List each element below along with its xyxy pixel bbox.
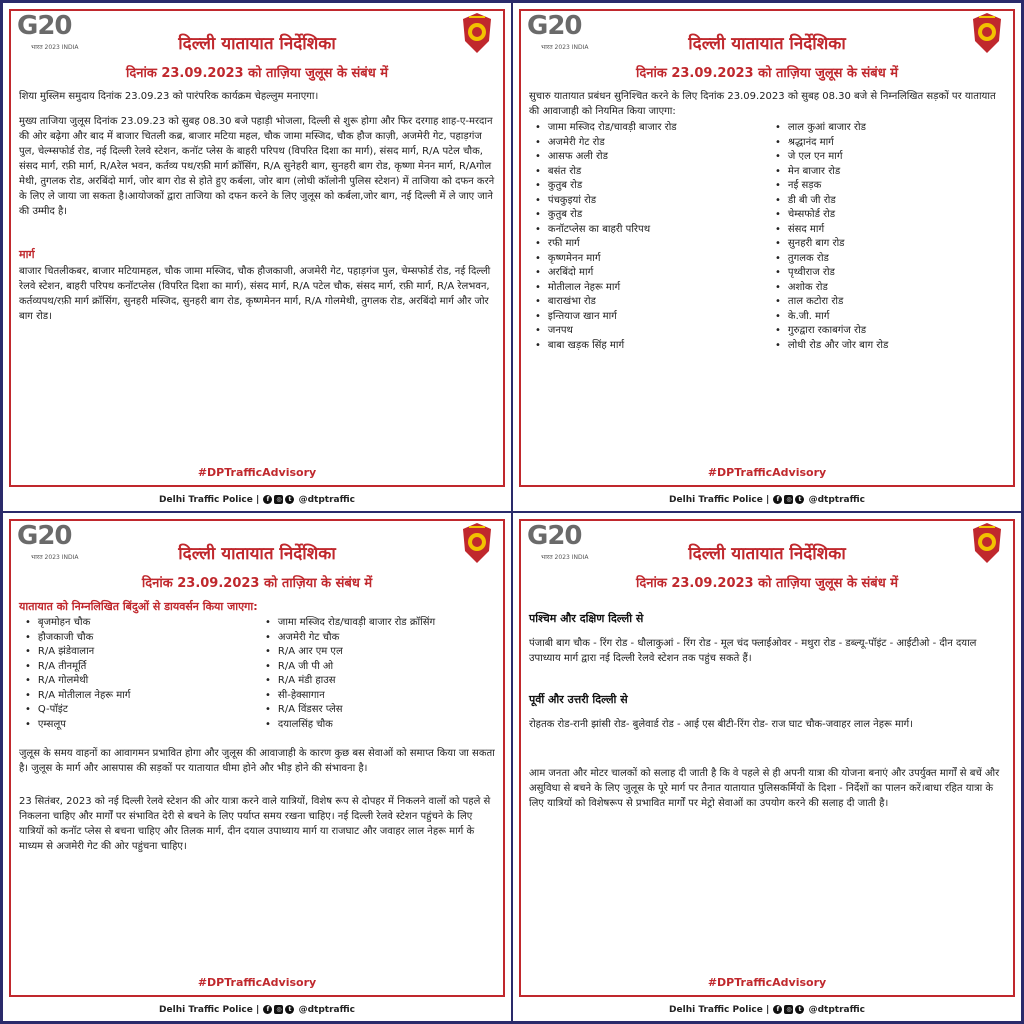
hashtag[interactable]: #DPTrafficAdvisory bbox=[707, 976, 827, 989]
g20-logo-text: G20 bbox=[17, 11, 72, 41]
diversion-points-col-1 bbox=[19, 616, 259, 732]
list-item: • पृथ्वीराज रोड bbox=[769, 266, 1009, 281]
list-item: • दयालसिंह चौक bbox=[259, 718, 499, 733]
list-item: • बसंत रोड bbox=[529, 165, 769, 180]
list-item: • R/A तीनमूर्ति bbox=[19, 660, 259, 675]
list-item: • Q-पॉइंट bbox=[19, 703, 259, 718]
facebook-icon[interactable]: f bbox=[263, 495, 272, 504]
list-item: • R/A मंडी हाउस bbox=[259, 674, 499, 689]
public-advice-paragraph: आम जनता और मोटर चालकों को सलाह दी जाती है कि वे पहले से ही अपनी यात्रा की योजना बनाएं और उपर्युक्त मार्गों से बचें और असुविधा से बचने के लिए जुलूस के पूरे मार्ग पर तैनात यातायात पुलिसकर्मियों के दिशा - निर्देशों का पालन करें।बाधा रहित यात्रा के लिए यात्रियों को विशेषरूप से प्रभावित मार्गों पर मेट्रो सेवाओं का उपयोग करने की सलाह दी जाती है। bbox=[529, 768, 1000, 809]
list-item: • आसफ अली रोड bbox=[529, 150, 769, 165]
footer-name: Delhi Traffic Police | bbox=[669, 1005, 770, 1015]
facebook-icon[interactable]: f bbox=[773, 495, 782, 504]
list-item: • जनपथ bbox=[529, 324, 769, 339]
g20-logo-sub: भारत 2023 INDIA bbox=[541, 44, 589, 51]
advisory-panel-1 bbox=[3, 3, 511, 511]
footer-handle[interactable]: @dtptraffic bbox=[298, 495, 355, 505]
twitter-icon[interactable]: t bbox=[795, 1005, 804, 1014]
list-item: • गुरुद्वारा रकाबगंज रोड bbox=[769, 324, 1009, 339]
west-south-heading: पश्चिम और दक्षिण दिल्ली से bbox=[529, 612, 644, 625]
regulation-intro: सुचारु यातायात प्रबंधन सुनिश्चित करने के लिए दिनांक 23.09.2023 को सुबह 08.30 बजे से निम्नलिखित सड़कों पर यातायात की आवाजाही को नियमित किया जाएगा: bbox=[529, 91, 996, 117]
list-item: • इन्तियाज खान मार्ग bbox=[529, 310, 769, 325]
hashtag[interactable]: #DPTrafficAdvisory bbox=[707, 466, 827, 479]
panel-body bbox=[529, 89, 1009, 353]
footer-name: Delhi Traffic Police | bbox=[159, 1005, 260, 1015]
twitter-icon[interactable]: t bbox=[285, 495, 294, 504]
footer bbox=[3, 1005, 511, 1015]
page-title: दिल्ली यातायात निर्देशिका bbox=[178, 34, 336, 54]
footer bbox=[513, 495, 1021, 505]
footer-handle[interactable]: @dtptraffic bbox=[808, 1005, 865, 1015]
page-title: दिल्ली यातायात निर्देशिका bbox=[688, 34, 846, 54]
list-item: • अजमेरी गेट चौक bbox=[259, 631, 499, 646]
list-item: • डी बी जी रोड bbox=[769, 194, 1009, 209]
list-item: • बाराखंभा रोड bbox=[529, 295, 769, 310]
panel-body bbox=[19, 599, 499, 864]
list-item: • तुगलक रोड bbox=[769, 252, 1009, 267]
g20-logo-sub: भारत 2023 INDIA bbox=[541, 554, 589, 561]
list-item: • श्रद्धानंद मार्ग bbox=[769, 136, 1009, 151]
twitter-icon[interactable]: t bbox=[285, 1005, 294, 1014]
page-title: दिल्ली यातायात निर्देशिका bbox=[178, 544, 336, 564]
list-item: • R/A झंडेवालान bbox=[19, 645, 259, 660]
regulated-roads bbox=[529, 121, 1009, 353]
footer-handle[interactable]: @dtptraffic bbox=[298, 1005, 355, 1015]
list-item: • पंचकुइयां रोड bbox=[529, 194, 769, 209]
list-item: • हौजकाजी चौक bbox=[19, 631, 259, 646]
list-item: • रफी मार्ग bbox=[529, 237, 769, 252]
advisory-panel-4 bbox=[513, 513, 1021, 1021]
list-item: • बाबा खड़क सिंह मार्ग bbox=[529, 339, 769, 354]
west-south-route: पंजाबी बाग चौक - रिंग रोड - धौलाकुआं - रिंग रोड - मूल चंद फ्लाईओवर - मथुरा रोड - डब्ल्यू-पॉइंट - आईटीओ - दीन दयाल उपाध्याय मार्ग द्वारा नई दिल्ली रेलवे स्टेशन तक पहुंच सकते हैं। bbox=[529, 638, 977, 664]
list-item: • कुतुब रोड bbox=[529, 208, 769, 223]
footer bbox=[513, 1005, 1021, 1015]
list-item: • अजमेरी गेट रोड bbox=[529, 136, 769, 151]
route-paragraph: बाजार चितलीकबर, बाजार मटियामहल, चौक जामा मस्जिद, चौक हौजकाजी, अजमेरी गेट, पहाड़गंज पुल, चेम्सफोर्ड रोड, नई दिल्ली रेलवे स्टेशन, बाहरी परिपथ कनॉटप्लेस (विपरित दिशा का मार्ग), संसद मार्ग, R/A पटेल चौक, संसद मार्ग, रफ़ी मार्ग, R/A रेलभवन, कर्तव्यपथ/रफ़ी मार्ग क्रॉसिंग, सुनहरी मस्जिद, सुनहरी बाग रोड, कृष्णमेनन मार्ग, R/A गोलमेथी, तुगलक रोड, अरबिंदो मार्ग और जोर बाग रोड। bbox=[19, 266, 491, 322]
list-item: • कुतुब रोड bbox=[529, 179, 769, 194]
diversion-points bbox=[19, 616, 499, 732]
footer-name: Delhi Traffic Police | bbox=[159, 495, 260, 505]
hashtag[interactable]: #DPTrafficAdvisory bbox=[197, 466, 317, 479]
list-item: • ताल कटोरा रोड bbox=[769, 295, 1009, 310]
instagram-icon[interactable]: ◎ bbox=[786, 496, 792, 503]
route-heading: मार्ग bbox=[19, 248, 35, 261]
diversion-heading: यातायात को निम्नलिखित बिंदुओं से डायवर्सन किया जाएगा: bbox=[19, 600, 258, 613]
list-item: • जामा मस्जिद रोड/चावड़ी बाजार रोड क्रॉसिंग bbox=[259, 616, 499, 631]
list-item: • लाल कुआं बाजार रोड bbox=[769, 121, 1009, 136]
list-item: • सुनहरी बाग रोड bbox=[769, 237, 1009, 252]
page-subtitle: दिनांक 23.09.2023 को ताज़िया जुलूस के संबंध में bbox=[635, 66, 899, 81]
twitter-icon[interactable]: t bbox=[795, 495, 804, 504]
footer bbox=[3, 495, 511, 505]
impact-paragraph: जुलूस के समय वाहनों का आवागमन प्रभावित होगा और जुलूस की आवाजाही के कारण कुछ बस सेवाओं को समाप्त किया जा सकता है। जुलूस के मार्ग और आसपास की सड़कों पर यातायात धीमा होने और भीड़ होने की संभावना है। bbox=[19, 748, 495, 774]
g20-logo-sub: भारत 2023 INDIA bbox=[31, 44, 79, 51]
hashtag[interactable]: #DPTrafficAdvisory bbox=[197, 976, 317, 989]
diversion-points-col-2 bbox=[259, 616, 499, 732]
east-north-route: रोहतक रोड-रानी झांसी रोड- बुलेवार्ड रोड - आई एस बीटी-रिंग रोड- राज घाट चौक-जवाहर लाल नेहरू मार्ग। bbox=[529, 719, 913, 730]
list-item: • चेम्सफोर्ड रोड bbox=[769, 208, 1009, 223]
list-item: • अशोक रोड bbox=[769, 281, 1009, 296]
list-item: • मोतीलाल नेहरू मार्ग bbox=[529, 281, 769, 296]
list-item: • R/A विंडसर प्लेस bbox=[259, 703, 499, 718]
instagram-icon[interactable]: ◎ bbox=[276, 496, 282, 503]
advisory-panel-2 bbox=[513, 3, 1021, 511]
g20-logo-text: G20 bbox=[17, 521, 72, 551]
list-item: • के.जी. मार्ग bbox=[769, 310, 1009, 325]
list-item: • R/A आर एम एल bbox=[259, 645, 499, 660]
footer-name: Delhi Traffic Police | bbox=[669, 495, 770, 505]
page-subtitle: दिनांक 23.09.2023 को ताज़िया के संबंध में bbox=[141, 576, 373, 591]
list-item: • जामा मस्जिद रोड/चावड़ी बाजार रोड bbox=[529, 121, 769, 136]
g20-logo-text: G20 bbox=[527, 11, 582, 41]
instagram-icon[interactable]: ◎ bbox=[786, 1006, 792, 1013]
list-item: • लोधी रोड और जोर बाग रोड bbox=[769, 339, 1009, 354]
advisory-panel-3 bbox=[3, 513, 511, 1021]
page-subtitle: दिनांक 23.09.2023 को ताज़िया जुलूस के संबंध में bbox=[125, 66, 389, 81]
panel-body bbox=[529, 607, 1009, 821]
footer-handle[interactable]: @dtptraffic bbox=[808, 495, 865, 505]
page-title: दिल्ली यातायात निर्देशिका bbox=[688, 544, 846, 564]
list-item: • R/A गोलमेथी bbox=[19, 674, 259, 689]
east-north-heading: पूर्वी और उत्तरी दिल्ली से bbox=[529, 693, 628, 706]
list-item: • R/A मोतीलाल नेहरू मार्ग bbox=[19, 689, 259, 704]
list-item: • कृष्णमेनन मार्ग bbox=[529, 252, 769, 267]
g20-logo-sub: भारत 2023 INDIA bbox=[31, 554, 79, 561]
list-item: • संसद मार्ग bbox=[769, 223, 1009, 238]
page-subtitle: दिनांक 23.09.2023 को ताज़िया जुलूस के संबंध में bbox=[635, 576, 899, 591]
list-item: • बृजमोहन चौक bbox=[19, 616, 259, 631]
list-item: • जे एल एन मार्ग bbox=[769, 150, 1009, 165]
list-item: • अरबिंदो मार्ग bbox=[529, 266, 769, 281]
facebook-icon[interactable]: f bbox=[263, 1005, 272, 1014]
g20-logo-text: G20 bbox=[527, 521, 582, 551]
regulated-roads-col-2 bbox=[769, 121, 1009, 353]
facebook-icon[interactable]: f bbox=[773, 1005, 782, 1014]
procession-paragraph: मुख्य ताजिया जुलूस दिनांक 23.09.23 को सुबह 08.30 बजे पहाड़ी भोजला, दिल्ली से शुरू होगा और फिर दरगाह शाह-ए-मरदान की ओर बढ़ेगा और बाद में बाजार चितली कब्र, बाजार मटिया महल, चौक जामा मस्जिद, चौक हौज काज़ी, अजमेरी गेट, पहाड़गंज पुल, चेल्म्सफोर्ड रोड, नई दिल्ली रेलवे स्टेशन, कनॉट प्लेस के बाहरी परिपथ (विपरित दिशा का मार्ग), संसद मार्ग, R/A पटेल चौक, संसद मार्ग, रफ़ी मार्ग, R/Aरेल भवन, कर्तव्य पथ/रफ़ी मार्ग क्रॉसिंग, R/A सुनेहरी बाग, सुनहरी बाग रोड, कृष्णा मेनन मार्ग, R/Aगोल मेथी, तुगलक रोड, अरबिंदो मार्ग, जोर बाग रोड से होते हुए कर्बला, जोर बाग (लोधी कॉलोनी पुलिस स्टेशन) में ताजिया को दफन करने के लिए ले जाया जा सकता है।आयोजकों द्वारा ताजिया को दफन करने के लिए जुलूस को कर्बला,जोर बाग, नई दिल्ली में ले जाए जाने की उम्मीद है। bbox=[19, 116, 495, 217]
intro-paragraph: शिया मुस्लिम समुदाय दिनांक 23.09.23 को पारंपरिक कार्यक्रम चेहल्लुम मनाएगा। bbox=[19, 91, 319, 102]
list-item: • R/A जी पी ओ bbox=[259, 660, 499, 675]
list-item: • नई सड़क bbox=[769, 179, 1009, 194]
list-item: • कनॉटप्लेस का बाहरी परिपथ bbox=[529, 223, 769, 238]
list-item: • मेन बाजार रोड bbox=[769, 165, 1009, 180]
rail-advice-paragraph: 23 सितंबर, 2023 को नई दिल्ली रेलवे स्टेशन की ओर यात्रा करने वाले यात्रियों, विशेष रूप से दोपहर में निकलने वालों को पहले से निकलना चाहिए और मार्गों पर संभावित देरी से बचने के लिए पर्याप्त समय रखना चाहिए। नई दिल्ली रेलवे स्टेशन पहुंचने के लिए यात्रियों को कनॉट प्लेस से बचना चाहिए और तिलक मार्ग, दीन दयाल उपाध्याय मार्ग या राजघाट और जवाहर लाल नेहरू मार्ग के माध्यम से अजमेरी गेट की ओर पहुंचना चाहिए। bbox=[19, 796, 491, 852]
regulated-roads-col-1 bbox=[529, 121, 769, 353]
list-item: • एम्सलूप bbox=[19, 718, 259, 733]
instagram-icon[interactable]: ◎ bbox=[276, 1006, 282, 1013]
panel-body bbox=[19, 89, 499, 334]
list-item: • सी-हेक्सागान bbox=[259, 689, 499, 704]
